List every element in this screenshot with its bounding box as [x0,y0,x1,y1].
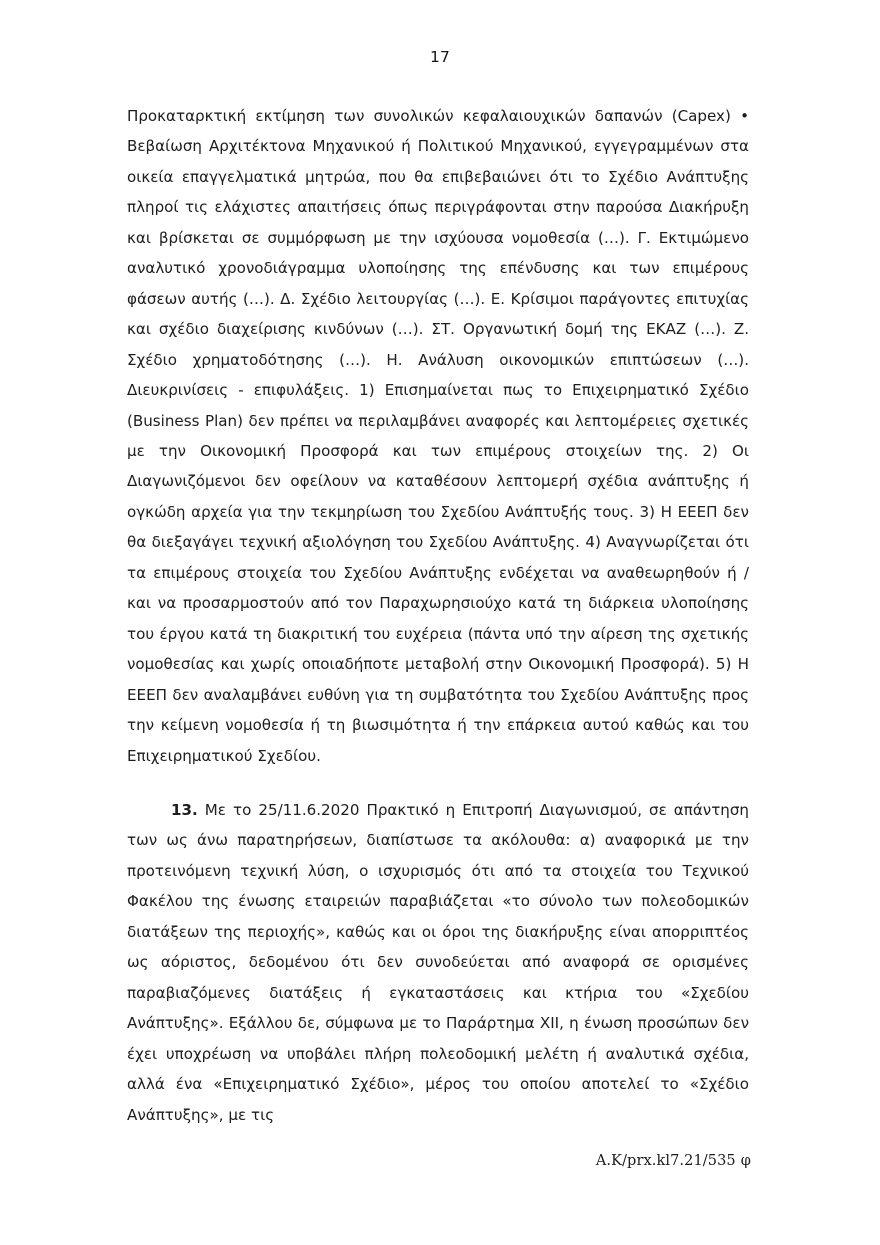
footer-reference-code: Α.Κ/prx.kl7.21/535 [595,1153,736,1169]
body-paragraph: Προκαταρκτική εκτίμηση των συνολικών κεφαλαιουχικών δαπανών (Capex) • Βεβαίωση Αρχιτέκτονα Μηχανικού ή Πολιτικού Μηχανικού, εγγεγραμμένων στα οικεία επαγγελματικά μητρώα, που θα επιβεβαιώνει ότι το Σχέδιο Ανάπτυξης πληροί τις ελάχιστες απαιτήσεις όπως περιγράφονται στην παρούσα Διακήρυξη και βρίσκεται σε συμμόρφωση με την ισχύουσα νομοθεσία (…). Γ. Εκτιμώμενο αναλυτικό χρονοδιάγραμμα υλοποίησης της επένδυσης και των επιμέρους φάσεων αυτής (…). Δ. Σχέδιο λειτουργίας (…). Ε. Κρίσιμοι παράγοντες επιτυχίας και σχέδιο διαχείρισης κινδύνων (…). ΣΤ. Οργανωτική δομή της ΕΚΑΖ (…). Ζ. Σχέδιο χρηματοδότησης (…). Η. Ανάλυση οικονομικών επιπτώσεων (…). Διευκρινίσεις - επιφυλάξεις. 1) Επισημαίνεται πως το Επιχειρηματικό Σχέδιο (Business Plan) δεν πρέπει να περιλαμβάνει αναφορές και λεπτομέρειες σχετικές με την Οικονομική Προσφορά και των επιμέρους στοιχείων της. 2) Οι Διαγωνιζόμενοι δεν οφείλουν να καταθέσουν λεπτομερή σχέδια ανάπτυξης ή ογκώδη αρχεία για την τεκμηρίωση του Σχεδίου Ανάπτυξής τους. 3) Η ΕΕΕΠ δεν θα διεξαγάγει τεχνική αξιολόγηση του Σχεδίου Ανάπτυξης. 4) Αναγνωρίζεται ότι τα επιμέρους στοιχεία του Σχεδίου Ανάπτυξης ενδέχεται να αναθεωρηθούν ή / και να προσαρμοστούν από τον Παραχωρησιούχο κατά τη διάρκεια υλοποίησης του έργου κατά τη διακριτική του ευχέρεια (πάντα υπό την αίρεση της σχετικής νομοθεσίας και χωρίς οποιαδήποτε μεταβολή στην Οικονομική Προσφορά). 5) Η ΕΕΕΠ δεν αναλαμβάνει ευθύνη για τη συμβατότητα του Σχεδίου Ανάπτυξης προς την κείμενη νομοθεσία ή τη βιωσιμότητα ή την επάρκεια αυτού καθώς και του Επιχειρηματικού Σχεδίου. [127,107,749,765]
text-column [127,101,749,1130]
footer-reference-suffix: φ [740,1153,751,1169]
footer-reference [0,1153,880,1169]
body-paragraph [127,795,749,1130]
page-number: 17 [429,48,451,66]
paragraph-text: Με το 25/11.6.2020 Πρακτικό η Επιτροπή Διαγωνισμού, σε απάντηση των ως άνω παρατηρήσεων, διαπίστωσε τα ακόλουθα: α) αναφορικά με την προτεινόμενη τεχνική λύση, ο ισχυρισμός ότι από τα στοιχεία του Τεχνικού Φακέλου της ένωσης εταιρειών παραβιάζεται «το σύνολο των πολεοδομικών διατάξεων της περιοχής», καθώς και οι όροι της διακήρυξης είναι απορριπτέος ως αόριστος, δεδομένου ότι δεν συνοδεύεται από αναφορά σε ορισμένες παραβιαζόμενες διατάξεις ή εγκαταστάσεις και κτήρια του «Σχεδίου Ανάπτυξης». Εξάλλου δε, σύμφωνα με το Παράρτημα XII, η ένωση προσώπων δεν έχει υποχρέωση να υποβάλει πλήρη πολεοδομική μελέτη ή αναλυτικά σχέδια, αλλά ένα «Επιχειρηματικό Σχέδιο», μέρος του οποίου αποτελεί το «Σχέδιο Ανάπτυξης», με τις [127,800,749,1124]
paragraph-number: 13. [171,800,198,819]
